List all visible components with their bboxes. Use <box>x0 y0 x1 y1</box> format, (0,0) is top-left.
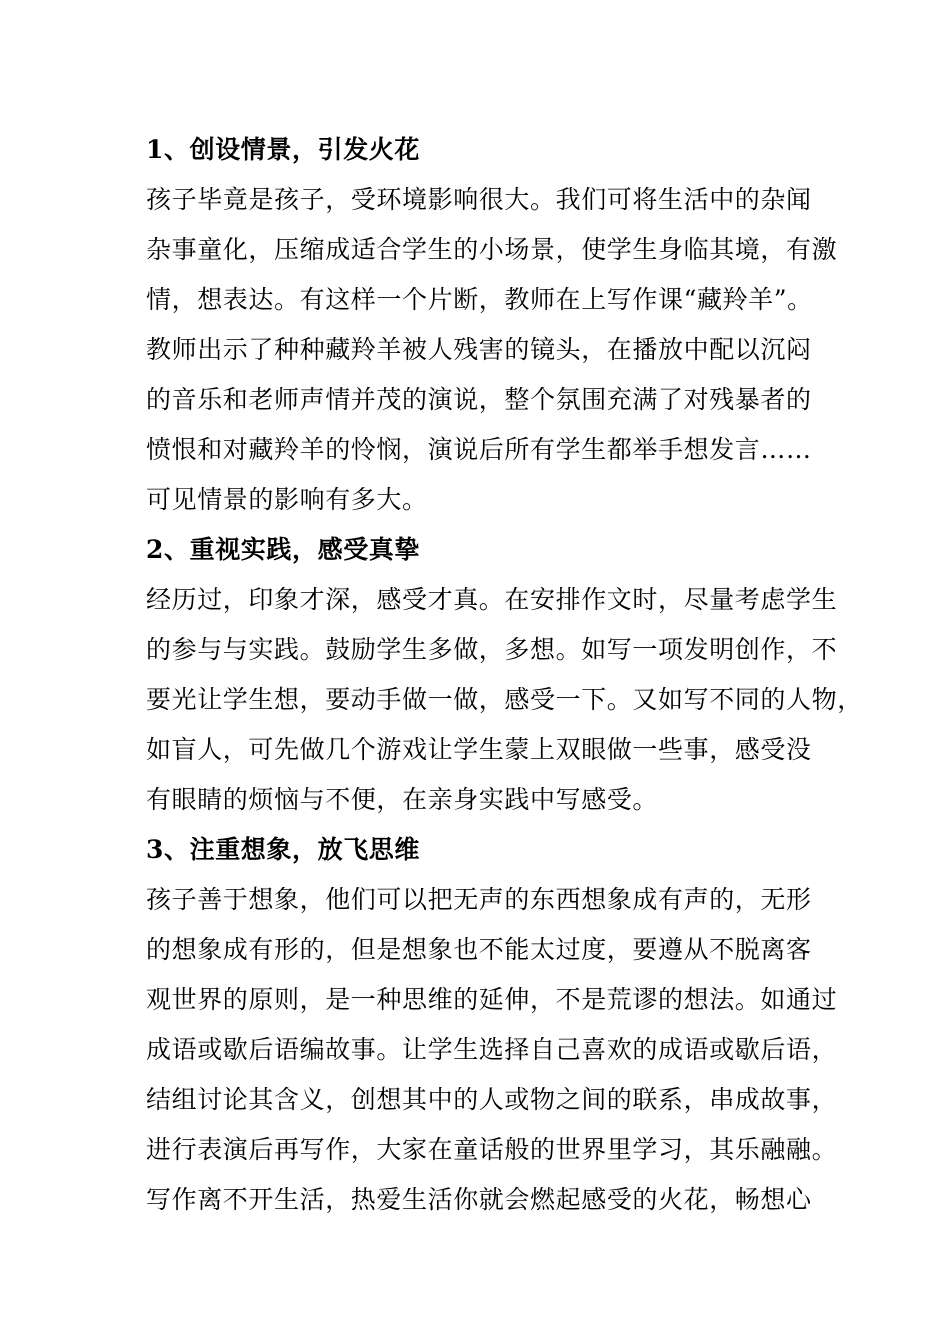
body-line: 写作离不开生活，热爱生活你就会燃起感受的火花，畅想心 <box>146 1185 812 1214</box>
body-line: 如盲人，可先做几个游戏让学生蒙上双眼做一些事，感受没 <box>146 735 812 764</box>
body-line: 有眼睛的烦恼与不便，在亲身实践中写感受。 <box>146 785 659 814</box>
body-line: 孩子毕竟是孩子，受环境影响很大。我们可将生活中的杂闻 <box>146 185 812 214</box>
body-line: 情，想表达。有这样一个片断，教师在上写作课“藏羚羊”。 <box>146 285 813 314</box>
body-line: 的音乐和老师声情并茂的演说，整个氛围充满了对残暴者的 <box>146 385 812 414</box>
body-line: 杂事童化，压缩成适合学生的小场景，使学生身临其境，有激 <box>146 235 838 264</box>
body-line: 要光让学生想，要动手做一做，感受一下。又如写不同的人物， <box>146 685 863 714</box>
section-heading-3: 3、注重想象，放飞思维 <box>146 835 420 864</box>
body-line: 愤恨和对藏羚羊的怜悯，演说后所有学生都举手想发言…… <box>146 435 812 464</box>
body-line: 观世界的原则，是一种思维的延伸，不是荒谬的想法。如通过 <box>146 985 838 1014</box>
body-line: 结组讨论其含义，创想其中的人或物之间的联系，串成故事， <box>146 1085 838 1114</box>
body-line: 的想象成有形的，但是想象也不能太过度，要遵从不脱离客 <box>146 935 812 964</box>
body-line: 的参与与实践。鼓励学生多做，多想。如写一项发明创作，不 <box>146 635 838 664</box>
body-line: 经历过，印象才深，感受才真。在安排作文时，尽量考虑学生 <box>146 585 838 614</box>
body-line: 成语或歇后语编故事。让学生选择自己喜欢的成语或歇后语， <box>146 1035 838 1064</box>
body-line: 可见情景的影响有多大。 <box>146 485 428 514</box>
body-line: 教师出示了种种藏羚羊被人残害的镜头，在播放中配以沉闷 <box>146 335 812 364</box>
body-line: 孩子善于想象，他们可以把无声的东西想象成有声的，无形 <box>146 885 812 914</box>
section-heading-1: 1、创设情景，引发火花 <box>146 135 420 164</box>
section-heading-2: 2、重视实践，感受真挚 <box>146 535 420 564</box>
body-line: 进行表演后再写作，大家在童话般的世界里学习，其乐融融。 <box>146 1135 838 1164</box>
